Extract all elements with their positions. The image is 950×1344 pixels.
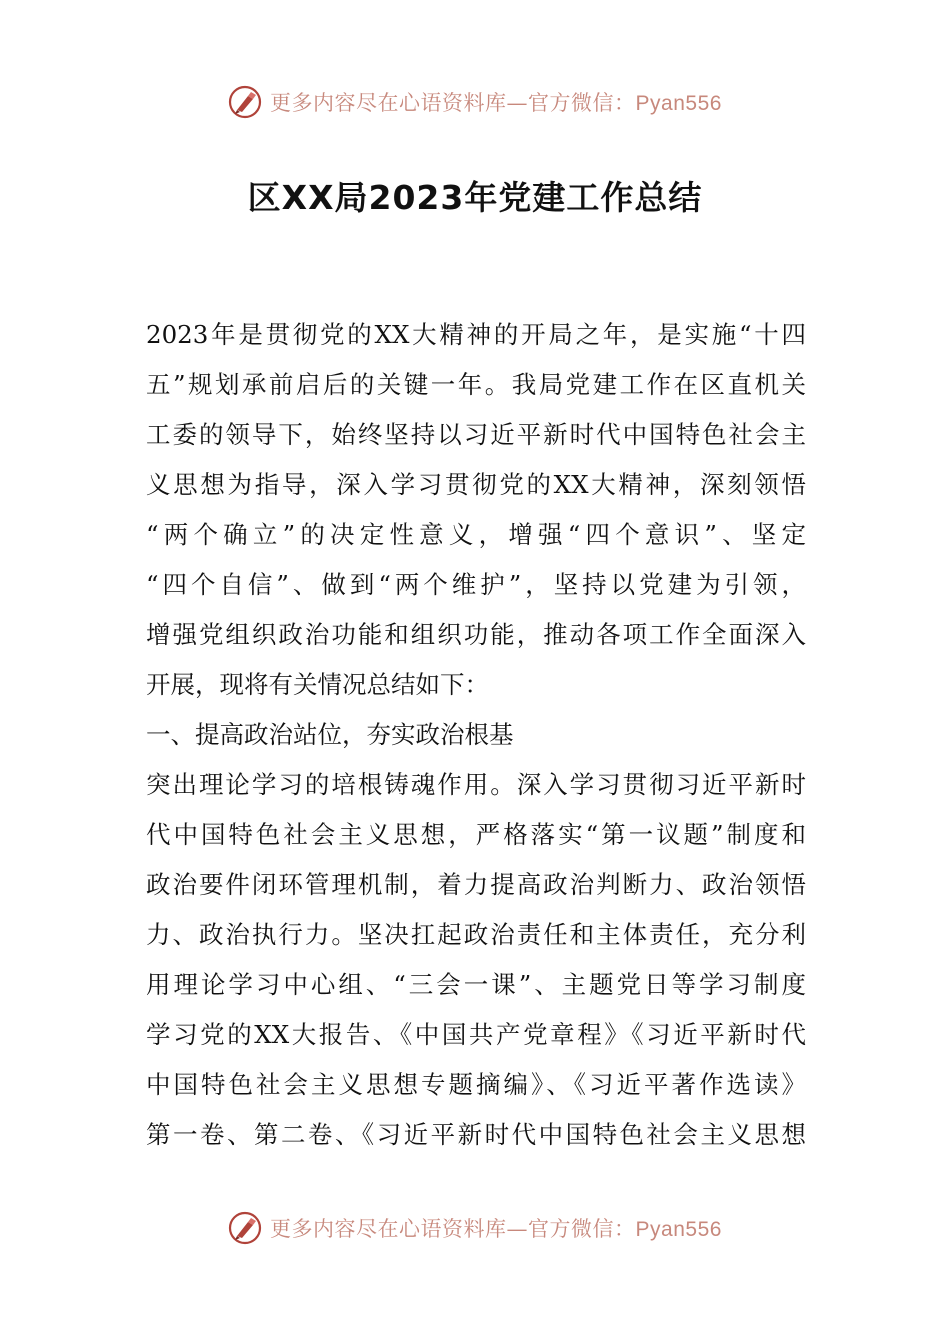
body-line: 义思想为指导，深入学习贯彻党的XX大精神，深刻领悟 [146, 470, 806, 499]
document-body [146, 310, 806, 1160]
body-line: 开展，现将有关情况总结如下： [146, 670, 489, 699]
pen-nib-icon [228, 1211, 262, 1245]
pen-nib-icon [228, 85, 262, 119]
body-line: 第一卷、第二卷、《习近平新时代中国特色社会主义思想 [146, 1120, 806, 1149]
body-line: 2023年是贯彻党的XX大精神的开局之年，是实施“十四 [146, 320, 806, 349]
body-line: “四个自信”、做到“两个维护”，坚持以党建为引领， [146, 570, 806, 599]
body-line: 中国特色社会主义思想专题摘编》、《习近平著作选读》 [146, 1070, 806, 1099]
body-line: 学习党的XX大报告、《中国共产党章程》《习近平新时代 [146, 1020, 806, 1049]
body-line: 代中国特色社会主义思想，严格落实“第一议题”制度和 [146, 820, 806, 849]
body-line: 政治要件闭环管理机制，着力提高政治判断力、政治领悟 [146, 870, 806, 899]
body-line: 工委的领导下，始终坚持以习近平新时代中国特色社会主 [146, 420, 806, 449]
body-line: 五”规划承前启后的关键一年。我局党建工作在区直机关 [146, 370, 806, 399]
body-line: 用理论学习中心组、“三会一课”、主题党日等学习制度 [146, 970, 806, 999]
watermark-text: 更多内容尽在心语资料库—官方微信：Pyan556 [270, 1217, 722, 1241]
body-line: “两个确立”的决定性意义，增强“四个意识”、坚定 [146, 520, 806, 549]
footer-watermark [0, 1208, 950, 1248]
document-title: 区XX局2023年党建工作总结 [247, 178, 703, 217]
body-line: 力、政治执行力。坚决扛起政治责任和主体责任，充分利 [146, 920, 806, 949]
header-watermark [0, 82, 950, 122]
body-line: 增强党组织政治功能和组织功能，推动各项工作全面深入 [146, 620, 806, 649]
section-heading: 一、提高政治站位，夯实政治根基 [146, 720, 514, 749]
watermark-text: 更多内容尽在心语资料库—官方微信：Pyan556 [270, 91, 722, 115]
body-line: 突出理论学习的培根铸魂作用。深入学习贯彻习近平新时 [146, 770, 806, 799]
